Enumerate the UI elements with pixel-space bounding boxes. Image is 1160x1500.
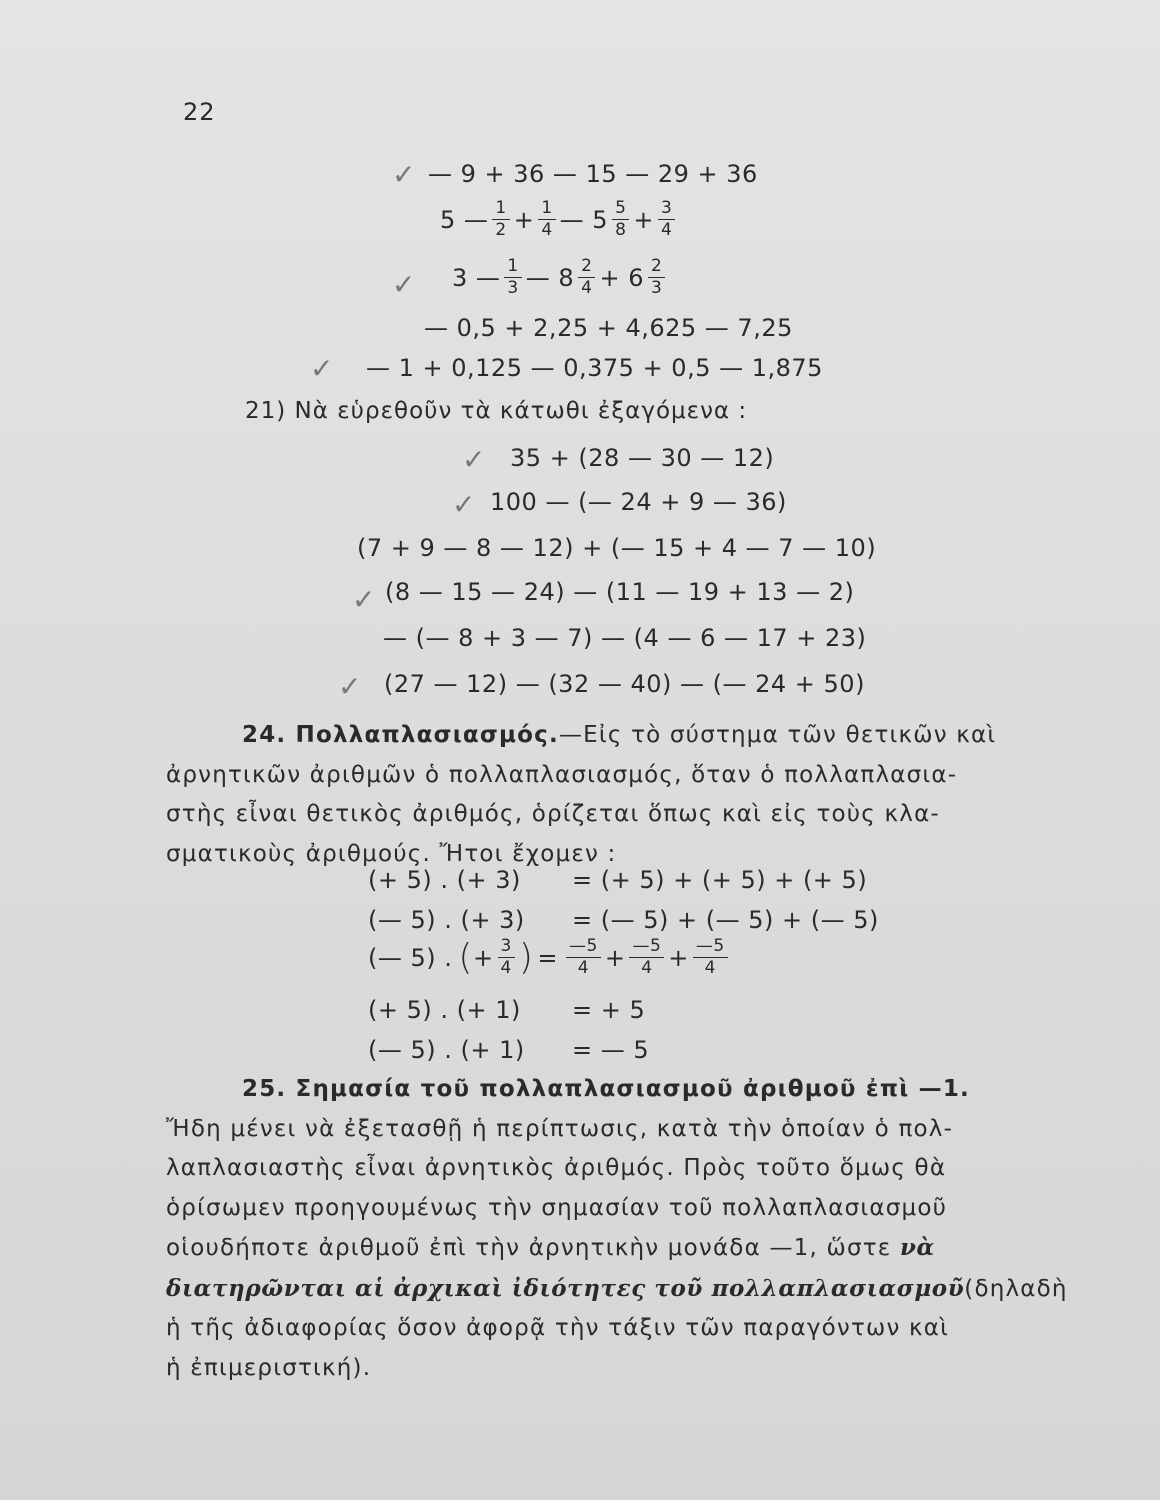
- equation: (— 5) . (+ 1) = — 5: [368, 1036, 650, 1064]
- check-mark-icon: ✓: [392, 268, 416, 301]
- check-mark-icon: ✓: [462, 443, 486, 476]
- fraction: $\frac{5}{8}$: [612, 200, 629, 239]
- exercise-line: (7 + 9 — 8 — 12) + (— 15 + 4 — 7 — 10): [357, 534, 877, 562]
- section-title: 24. Πολλαπλασιασμός.: [242, 722, 559, 748]
- section-title: 25. Σημασία τοῦ πολλαπλασιασμοῦ ἀριθμοῦ ἐπὶ —1.: [242, 1076, 970, 1102]
- fraction: $\frac{3}{4}$: [658, 200, 675, 239]
- page-number: 22: [183, 98, 216, 126]
- exercise-line: 3 — $\frac{1}{3}$ — 8 $\frac{2}{4}$ + 6 $\frac{2}{3}$: [452, 258, 669, 297]
- exercise-line: (27 — 12) — (32 — 40) — (— 24 + 50): [384, 670, 865, 698]
- check-mark-icon: ✓: [352, 583, 376, 616]
- fraction: $\frac{—5}{4}$: [629, 938, 664, 977]
- exercise-line: — 9 + 36 — 15 — 29 + 36: [428, 160, 758, 188]
- fraction: $\frac{1}{4}$: [538, 200, 555, 239]
- equation: (+ 5) . (+ 3) = (+ 5) + (+ 5) + (+ 5): [368, 866, 868, 894]
- fraction: $\frac{2}{4}$: [578, 258, 595, 297]
- exercise-line: — 1 + 0,125 — 0,375 + 0,5 — 1,875: [366, 354, 823, 382]
- section-24-text: 24. Πολλαπλασιασμός.—Εἰς τὸ σύστημα τῶν θετικῶν καὶ ἀρνητικῶν ἀριθμῶν ὁ πολλαπλασιασμός, ὅταν ὁ πολλαπλασια- στὴς εἶναι θετικὸς ἀριθμός, ὁρίζεται ὅπως καὶ εἰς τοὺς κλα- σματικοὺς ἀριθμούς. Ἤτοι ἔχομεν :: [166, 722, 997, 867]
- check-mark-icon: ✓: [452, 488, 476, 521]
- equation: (— 5) . ( + $\frac{3}{4}$ ) = $\frac{—5}{4}$ + $\frac{—5}{4}$ + $\frac{—5}{4}$: [368, 938, 732, 977]
- fraction: $\frac{—5}{4}$: [693, 938, 728, 977]
- exercise-heading: 21) Νὰ εὑρεθοῦν τὰ κάτωθι ἐξαγόμενα :: [245, 398, 748, 424]
- fraction: $\frac{1}{2}$: [492, 200, 509, 239]
- exercise-line: 5 — $\frac{1}{2}$ + $\frac{1}{4}$ — 5 $\frac{5}{8}$ + $\frac{3}{4}$: [440, 200, 679, 239]
- exercise-line: 100 — (— 24 + 9 — 36): [490, 488, 787, 516]
- equation: (— 5) . (+ 3) = (— 5) + (— 5) + (— 5): [368, 906, 879, 934]
- exercise-line: 35 + (28 — 30 — 12): [510, 444, 775, 472]
- fraction: $\frac{—5}{4}$: [566, 938, 601, 977]
- check-mark-icon: ✓: [392, 158, 416, 191]
- fraction: $\frac{3}{4}$: [498, 938, 515, 977]
- exercise-line: (8 — 15 — 24) — (11 — 19 + 13 — 2): [385, 578, 855, 606]
- equation: (+ 5) . (+ 1) = + 5: [368, 996, 646, 1024]
- fraction: $\frac{1}{3}$: [504, 258, 521, 297]
- exercise-line: — 0,5 + 2,25 + 4,625 — 7,25: [424, 314, 793, 342]
- section-25-text: 25. Σημασία τοῦ πολλαπλασιασμοῦ ἀριθμοῦ ἐπὶ —1. Ἤδη μένει νὰ ἐξετασθῇ ἡ περίπτωσις, κατὰ τὴν ὁποίαν ὁ πολ- λαπλασιαστὴς εἶναι ἀρνητικὸς ἀριθμός. Πρὸς τοῦτο ὅμως θὰ ὁρίσωμεν προηγουμένως τὴν σημασίαν τοῦ πολλαπλασιασμοῦ οἱουδήποτε ἀριθμοῦ ἐπὶ τὴν ἀρνητικὴν μονάδα —1, ὥστε νὰ διατηρῶνται αἱ ἀρχικαὶ ἰδιότητες τοῦ πολλαπλασιασμοῦ(δηλαδὴ ἡ τῆς ἀδιαφορίας ὅσον ἀφορᾷ τὴν τάξιν τῶν παραγόντων καὶ ἡ ἐπιμεριστική).: [166, 1076, 1068, 1381]
- check-mark-icon: ✓: [338, 670, 362, 703]
- check-mark-icon: ✓: [310, 352, 334, 385]
- exercise-line: — (— 8 + 3 — 7) — (4 — 6 — 17 + 23): [383, 624, 867, 652]
- fraction: $\frac{2}{3}$: [648, 258, 665, 297]
